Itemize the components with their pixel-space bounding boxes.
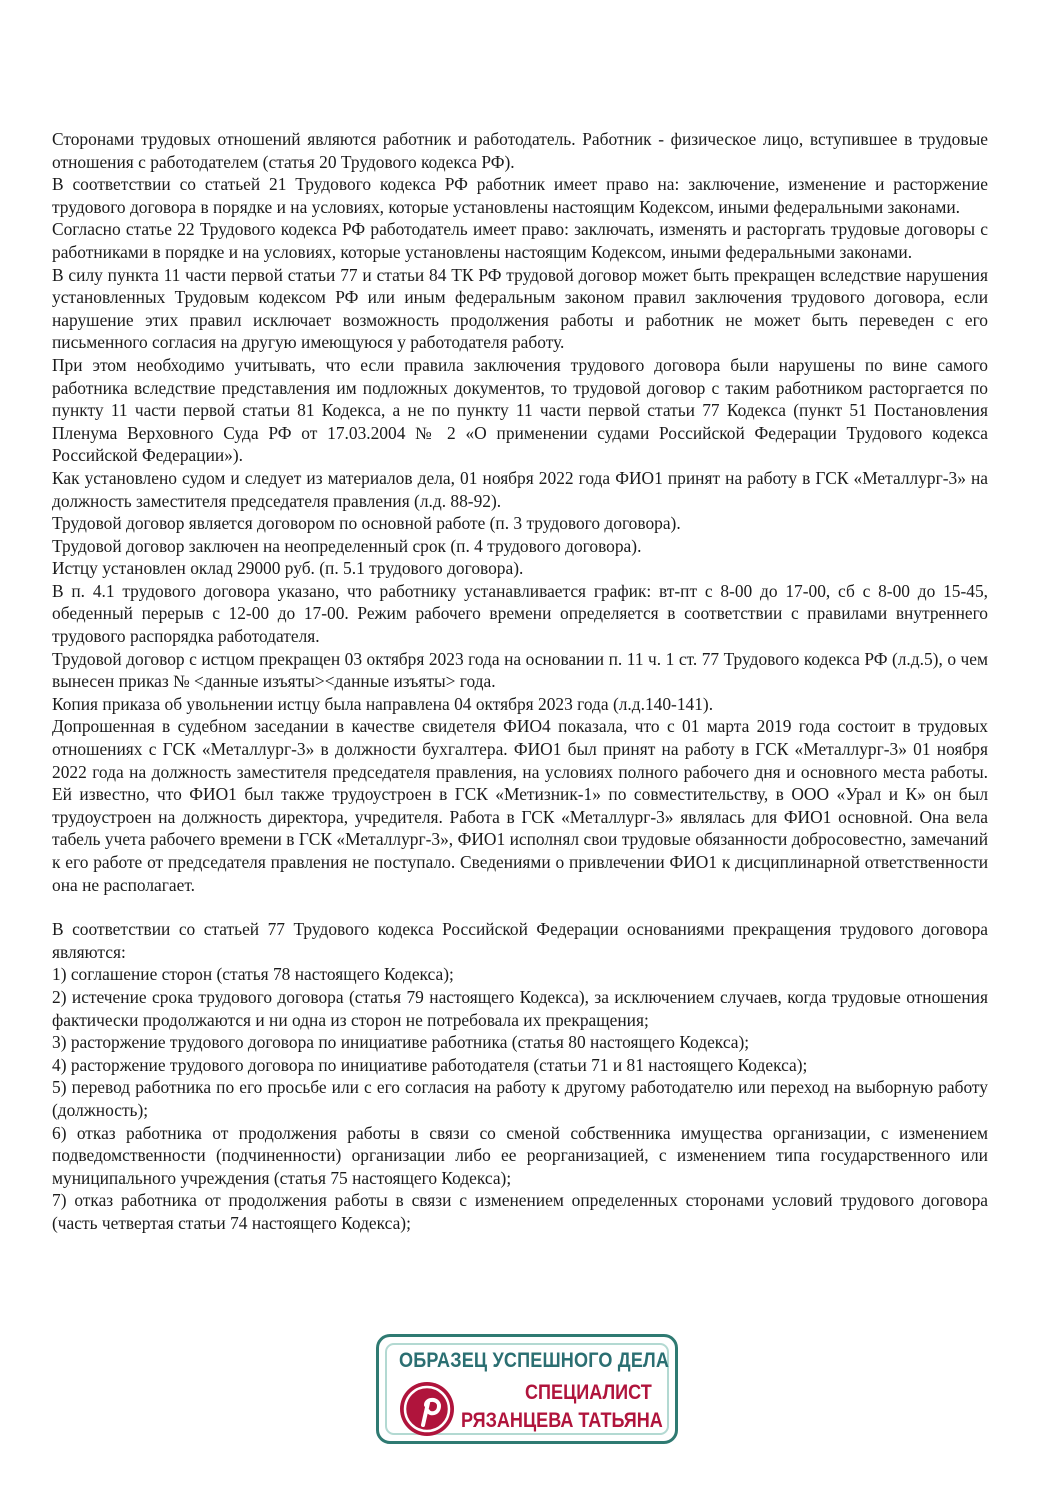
stamp-subtitle: СПЕЦИАЛИСТ xyxy=(525,1381,652,1404)
list-item: 1) соглашение сторон (статья 78 настоящего Кодекса); xyxy=(52,964,454,985)
watermark-stamp xyxy=(376,1334,678,1444)
list-item: 2) истечение срока трудового договора (статья 79 настоящего Кодекса), за исключением случаев, когда трудовые отношения фактически продолжаются и ни одна из сторон не потребовала их прекращения; xyxy=(52,986,988,1030)
list-item: 3) расторжение трудового договора по инициативе работника (статья 80 настоящего Кодекса); xyxy=(52,1032,750,1053)
document-body xyxy=(52,128,988,1235)
stamp-title: ОБРАЗЕЦ УСПЕШНОГО ДЕЛА xyxy=(399,1349,670,1372)
paragraph: Согласно статье 22 Трудового кодекса РФ работодатель имеет право: заключать, изменять и расторгать трудовые договоры с работниками в порядке и на условиях, которые установлены настоящим Кодексом, иными федеральными законами. xyxy=(52,219,988,262)
paragraph: В п. 4.1 трудового договора указано, что работнику устанавливается график: вт-пт с 8-00 до 17-00, сб с 8-00 до 15-45, обеденный перерыв с 12-00 до 17-00. Режим рабочего времени определяется в соответствии с правилами внутреннего трудового распорядка работодателя. xyxy=(52,580,988,647)
list-item: 5) перевод работника по его просьбе или с его согласия на работу к другому работодателю или переход на выборную работу (должность); xyxy=(52,1077,988,1120)
stamp-author: РЯЗАНЦЕВА ТАТЬЯНА xyxy=(461,1409,663,1432)
list-item: 7) отказ работника от продолжения работы в связи с изменением определенных сторонами условий трудового договора (часть четвертая статьи 74 настоящего Кодекса); xyxy=(52,1190,988,1233)
paragraph: Трудовой договор заключен на неопределенный срок (п. 4 трудового договора). xyxy=(52,535,642,556)
paragraph: При этом необходимо учитывать, что если правила заключения трудового договора были нарушены по вине самого работника вследствие представления им подложных документов, то трудовой договор с таким работником расторгается по пункту 11 части первой статьи 81 Кодекса, а не по пункту 11 части первой статьи 77 Кодекса (пункт 51 Постановления Пленума Верховного Суда РФ от 17.03.2004 № 2 «О применении судами Российской Федерации Трудового кодекса Российской Федерации»). xyxy=(52,354,988,466)
list-item: 4) расторжение трудового договора по инициативе работодателя (статьи 71 и 81 настоящего Кодекса); xyxy=(52,1054,808,1075)
paragraph: Трудовой договор является договором по основной работе (п. 3 трудового договора). xyxy=(52,513,681,534)
paragraph: В соответствии со статьей 21 Трудового кодекса РФ работник имеет право на: заключение, изменение и расторжение трудового договора в порядке и на условиях, которые установлены настоящим Кодексом, иными федеральными законами. xyxy=(52,174,988,217)
list-item: 6) отказ работника от продолжения работы в связи со сменой собственника имущества организации, с изменением подведомственности (подчиненности) организации либо ее реорганизацией, с изменением типа государственного или муниципального учреждения (статья 75 настоящего Кодекса); xyxy=(52,1122,988,1188)
paragraph: Сторонами трудовых отношений являются работник и работодатель. Работник - физическое лицо, вступившее в трудовые отношения с работодателем (статья 20 Трудового кодекса РФ). xyxy=(52,129,988,172)
paragraph: Трудовой договор с истцом прекращен 03 октября 2023 года на основании п. 11 ч. 1 ст. 77 Трудового кодекса РФ (л.д.5), о чем вынесен приказ № <данные изъяты><данные изъяты> года. xyxy=(52,648,988,692)
section-intro: В соответствии со статьей 77 Трудового кодекса Российской Федерации основаниями прекращения трудового договора являются: xyxy=(52,919,988,962)
pinterest-icon xyxy=(399,1381,455,1437)
paragraph: Как установлено судом и следует из материалов дела, 01 ноября 2022 года ФИО1 принят на работу в ГСК «Металлург-3» на должность заместителя председателя правления (л.д. 88-92). xyxy=(52,467,988,511)
paragraph: Истцу установлен оклад 29000 руб. (п. 5.1 трудового договора). xyxy=(52,558,524,579)
paragraph: Копия приказа об увольнении истцу была направлена 04 октября 2023 года (л.д.140-141). xyxy=(52,693,714,714)
paragraph-gap xyxy=(52,896,988,918)
paragraph: Допрошенная в судебном заседании в качестве свидетеля ФИО4 показала, что с 01 марта 2019 года состоит в трудовых отношениях с ГСК «Металлург-3» в должности бухгалтера. ФИО1 был принят на работу в ГСК «Металлург-3» 01 ноября 2022 года на должность заместителя председателя правления, на условиях полного рабочего дня и основного места работы. Ей известно, что ФИО1 был также трудоустроен в ГСК «Метизник-1» по совместительству, в ООО «Урал и К» он был трудоустроен на должность директора, учредителя. Работа в ГСК «Металлург-3» являлась для ФИО1 основной. Она вела табель учета рабочего времени в ГСК «Металлург-3», ФИО1 исполнял свои трудовые обязанности добросовестно, замечаний к его работе от председателя правления не поступало. Сведениями о привлечении ФИО1 к дисциплинарной ответственности она не располагает. xyxy=(52,716,988,895)
paragraph: В силу пункта 11 части первой статьи 77 и статьи 84 ТК РФ трудовой договор может быть прекращен вследствие нарушения установленных Трудовым кодексом РФ или иным федеральным законом правил заключения трудового договора, если нарушение этих правил исключает возможность продолжения работы и работник не может быть переведен с его письменного согласия на другую имеющуюся у работодателя работу. xyxy=(52,264,988,353)
